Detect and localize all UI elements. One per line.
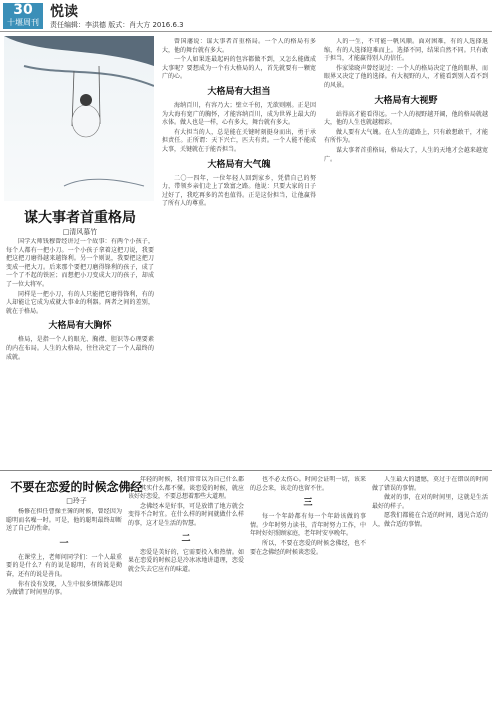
paragraph: 二〇一四年，一位年轻人回到家乡，凭借自己的努力，带领乡亲们走上了致富之路。他说：只要大家的日子过好了，我吃再多的苦也值得。正是这份担当，让他赢得了所有人的尊重。: [162, 174, 316, 208]
swing-girl-illustration: [4, 36, 154, 201]
bottom-article-title: 不要在恋爱的时候念佛经: [10, 480, 143, 494]
paragraph: 恋爱是美好的，它需要投入和热情。如果在恋爱的时候总是冷冰冰地讲道理，恋爱就会失去它应有的味道。: [128, 548, 244, 573]
top-article-column-1: [6, 238, 154, 466]
paragraph: 同样是一把小刀，有的人只能把它磨得锋利，有的人却能让它成为成就大事业的利器。两者之间的差别，就在于格局。: [6, 290, 154, 315]
paragraph: 杨修在担任曹操主簿的时候，曾经因为聪明而名噪一时。可是，他的聪明最终却断送了自己的性命。: [6, 508, 122, 533]
subheading: 大格局有大担当: [207, 86, 271, 97]
paragraph: 海纳百川，有容乃大；壁立千仞，无欲则刚。正是因为大海有宽广的胸怀，才能容纳百川，成为世界上最大的水体。做人也是一样，心有多大，舞台就有多大。: [162, 101, 316, 127]
paragraph: 念佛经本是好事，可是放错了地方就会变得不合时宜。在什么样的时间就做什么样的事，这才是生活的智慧。: [128, 502, 244, 527]
bottom-article-column-3: [250, 476, 366, 700]
paragraph: 愿我们都能在合适的时间，遇见合适的人，做合适的事情。: [372, 512, 488, 528]
subheading: 大格局有大气魄: [207, 159, 271, 170]
top-article-column-3: [324, 38, 488, 466]
paragraph: 作家梁晓声曾经说过：一个人的格局决定了他的眼界，而眼界又决定了他的选择。有大视野的人，才能看到别人看不到的风景。: [324, 64, 488, 89]
paper-name: 十堰周刊: [7, 18, 39, 27]
top-article-title: 谋大事者首重格局: [24, 210, 136, 226]
bottom-article-column-4: [372, 476, 488, 700]
bottom-article-column-1: [6, 508, 122, 700]
article-divider: [0, 470, 492, 471]
paragraph: 有大担当的人，总是能在关键时刻挺身而出，勇于承担责任。正所谓：天下兴亡，匹夫有责。一个人能不能成大事，关键就在于能否担当。: [162, 128, 316, 153]
paragraph: 站得高才能看得远。一个人的视野越开阔，他的格局就越大，他的人生也就越精彩。: [324, 110, 488, 127]
paragraph: 格局，是指一个人的眼光、胸襟、胆识等心理要素的内在布局。人生的大格局，往往决定了一个人最终的成就。: [6, 336, 154, 361]
top-article-byline: □清风慕竹: [62, 228, 98, 236]
page-number: 30: [13, 2, 33, 18]
editor-credit: 责任编辑：李洪德 版式：肖大方 2016.6.3: [50, 21, 184, 29]
paragraph: 曾国藩说：谋大事者首重格局。一个人的格局有多大，他的舞台就有多大。: [162, 38, 316, 54]
paragraph: 人生最大的遗憾，莫过于在错误的时间做了错误的事情。: [372, 476, 488, 492]
paragraph: 做对的事，在对的时间里，这就是生活最好的样子。: [372, 494, 488, 510]
paragraph: 一个人如果连最起码的包容都做不到，又怎么能做成大事呢？要想成为一个有大格局的人，首先就要有一颗宽广的心。: [162, 56, 316, 81]
bottom-article-column-2: [128, 476, 244, 700]
paragraph: 所以，不要在恋爱的时候念佛经，也不要在念佛经的时候谈恋爱。: [250, 539, 366, 556]
paragraph: 每一个年龄都有每一个年龄该做的事情。少年时努力读书，青年时努力工作，中年时好好照顾家庭，老年时安享晚年。: [250, 513, 366, 538]
paragraph: 国学大师钱穆曾经讲过一个故事：有两个小孩子，每个人都有一把小刀。一个小孩子拿着这把刀说，我要把这把刀磨得越来越锋利。另一个则说，我要把这把刀变成一把大刀。后来那个要把刀磨得锋利的孩子，成了一个了不起的铁匠；而想把小刀变成大刀的孩子，却成了一位大将军。: [6, 238, 154, 288]
subheading: 大格局有大胸怀: [48, 321, 112, 332]
paragraph: 在课堂上，老师问同学们：一个人最重要的是什么？有的说是聪明，有的说是勤奋，还有的说是善良。: [6, 553, 122, 578]
illustration: [4, 36, 154, 201]
paragraph: 年轻的时候，我们常常以为自己什么都懂，其实什么都不懂。谈恋爱的时候，就应该好好恋爱，不要总想着那些大道理。: [128, 476, 244, 501]
paragraph: 做人要有大气魄。在人生的道路上，只有敢想敢干，才能有所作为。: [324, 128, 488, 145]
paragraph: 也不必太伤心。时间会证明一切，该来的总会来，该走的也留不住。: [250, 476, 366, 492]
paragraph: 人的一生，不可能一帆风顺。面对困难，有的人选择退缩，有的人选择迎难而上。选择不同，结果自然不同。只有敢于担当，才能赢得别人的信任。: [324, 38, 488, 63]
bottom-article-byline: □玲子: [66, 497, 87, 505]
page-number-box: [3, 3, 43, 29]
section-number: 一: [59, 538, 69, 549]
subheading: 大格局有大视野: [374, 95, 438, 106]
paragraph: 你有没有发现，人生中很多烦恼都是因为做错了时间里的事。: [6, 580, 122, 597]
page-header: [0, 0, 492, 32]
paragraph: 谋大事者首重格局，格局大了，人生的天地才会越来越宽广。: [324, 146, 488, 163]
section-number: 三: [303, 498, 313, 509]
section-title: 悦读: [50, 4, 78, 20]
section-number: 二: [181, 533, 191, 544]
top-article-column-2: [162, 38, 316, 466]
